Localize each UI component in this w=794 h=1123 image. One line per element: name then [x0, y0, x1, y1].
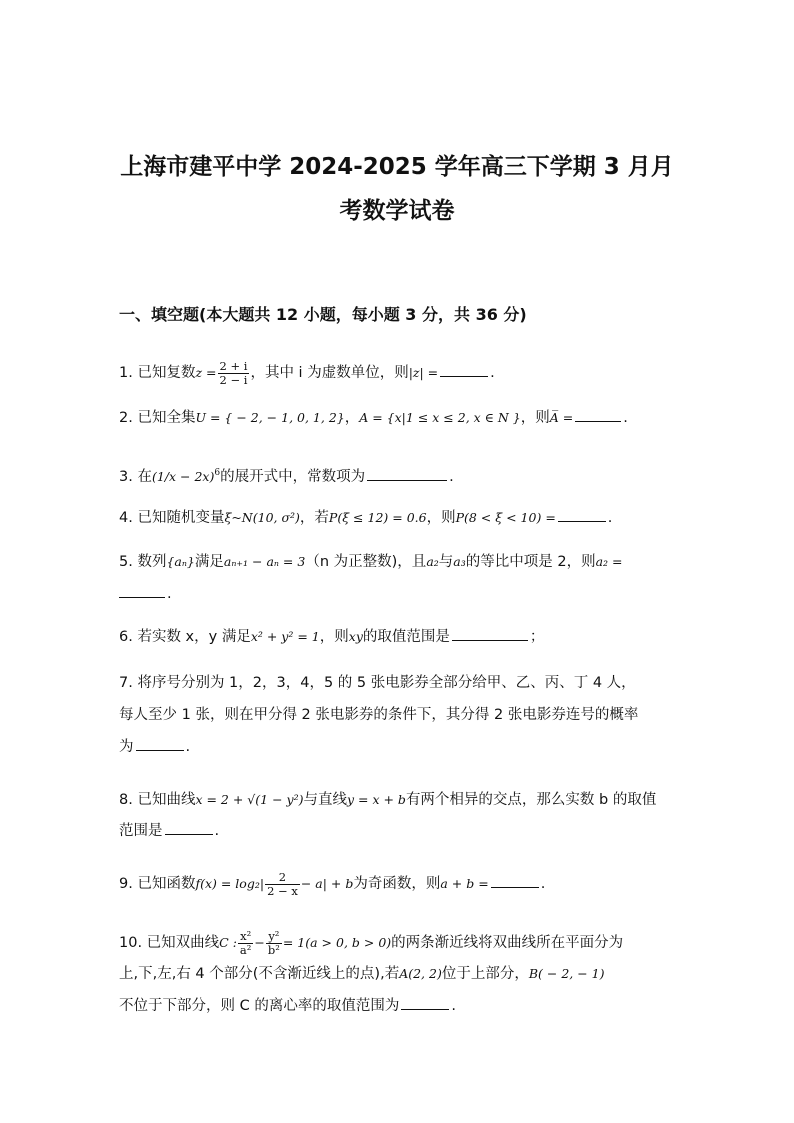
answer-blank [119, 581, 165, 598]
answer-blank [165, 818, 213, 835]
fraction: $\frac{2}{2 - x}$ [267, 869, 298, 898]
question-7-line-3: 为 . [119, 731, 679, 763]
answer-blank [401, 993, 449, 1010]
question-6: 6. 若实数 x，y 满足x² + y² = 1，则xy的取值范围是 ； [119, 621, 679, 653]
answer-blank [558, 505, 606, 522]
answer-blank [367, 464, 447, 481]
fraction: $\frac{\text{y²}}{\text{b²}}$ [267, 928, 280, 957]
fraction: $\frac{\text{x²}}{\text{a²}}$ [239, 928, 252, 957]
question-3: 3. 在$(1/x - 2x)^6$的展开式中，常数项为 . [119, 457, 679, 493]
section-heading: 一、填空题(本大题共 12 小题，每小题 3 分，共 36 分) [119, 305, 527, 324]
answer-blank [452, 624, 528, 641]
answer-blank [491, 871, 539, 888]
question-7-line-2: 每人至少 1 张，则在甲分得 2 张电影券的条件下，其分得 2 张电影券连号的概率 [119, 707, 639, 723]
answer-blank [575, 405, 621, 422]
question-5: 5. 数列{aₙ}满足aₙ₊₁ − aₙ = 3（n 为正整数)，且a₂与a₃的等比中项是 2，则a₂ = [119, 554, 623, 570]
answer-blank [136, 734, 184, 751]
question-10-line-2: 上,下,左,右 4 个部分(不含渐近线上的点),若A(2, 2)位于上部分，B( − 2, − 1) [119, 966, 605, 982]
question-8: 8. 已知曲线x = 2 + √(1 − y²)与直线y = x + b有两个相异的交点，那么实数 b 的取值 [119, 792, 657, 808]
question-1: 1. 已知复数z = $\frac{2 + i}{2 - i}$ ，其中 i 为虚数单位，则|z| = . [119, 358, 495, 387]
answer-blank [440, 360, 488, 377]
question-7: 7. 将序号分别为 1，2，3，4，5 的 5 张电影券全部分给甲、乙、丙、丁 4 人， [119, 675, 636, 691]
question-4: 4. 已知随机变量ξ~N(10, σ²)，若P(ξ ≤ 12) = 0.6，则P(8 < ξ < 10) = . [119, 502, 679, 534]
question-2: 2. 已知全集U = { − 2, − 1, 0, 1, 2}，A = {x|1 ≤ x ≤ 2, x ∈ N }，则A̅ = . [119, 402, 679, 434]
exam-title-line-1: 上海市建平中学 2024-2025 学年高三下学期 3 月月 [120, 154, 674, 180]
question-10: 10. 已知双曲线C : $\frac{\text{x²}}{\text{a²}}$ − $\frac{\text{y²}}{\text{b²}}$ = 1(a > 0, b > 0)的两条渐近线将双曲线所在平面分为 [119, 928, 624, 957]
question-10-line-3: 不位于下部分，则 C 的离心率的取值范围为 . [119, 990, 679, 1022]
exam-title-line-2: 考数学试卷 [339, 198, 455, 224]
question-9: 9. 已知函数f(x) = log₂| $\frac{2}{2 - x}$ − a| + b为奇函数，则a + b = . [119, 869, 546, 898]
question-8-line-2: 范围是 . [119, 815, 679, 847]
fraction: $\frac{2 + i}{2 - i}$ [219, 358, 248, 387]
question-5-cont: . [119, 578, 679, 610]
